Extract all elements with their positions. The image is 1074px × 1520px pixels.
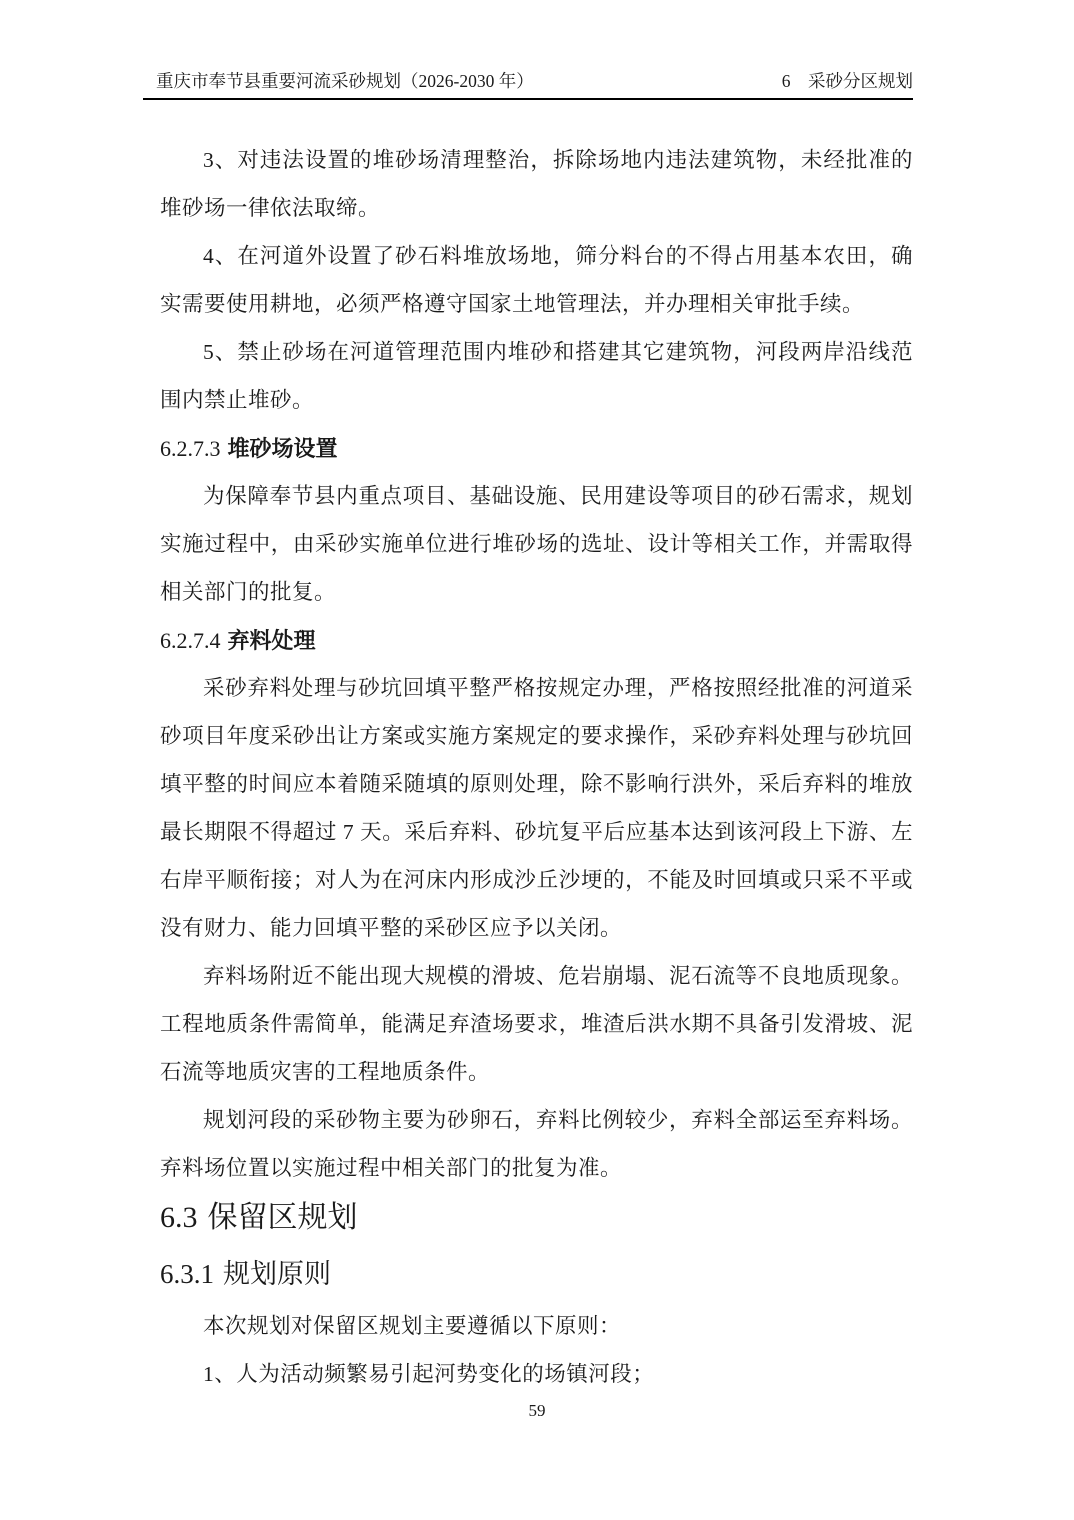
body-paragraph-6: 弃料场附近不能出现大规模的滑坡、危岩崩塌、泥石流等不良地质现象。工程地质条件需简单，能满足弃渣场要求，堆渣后洪水期不具备引发滑坡、泥石流等地质灾害的工程地质条件。 <box>160 964 913 1084</box>
header-section-title: 6 采砂分区规划 <box>781 71 913 91</box>
heading-6-3-1 <box>160 1256 913 1292</box>
document-body <box>160 136 913 1398</box>
page-header <box>143 0 913 100</box>
heading-number: 6.2.7.3 <box>160 436 221 461</box>
body-paragraph-2: 4、在河道外设置了砂石料堆放场地，筛分料台的不得占用基本农田，确实需要使用耕地，必须严格遵守国家土地管理法，并办理相关审批手续。 <box>160 244 913 316</box>
heading-title: 保留区规划 <box>207 1201 358 1234</box>
heading-title: 堆砂场设置 <box>227 436 338 461</box>
body-paragraph-5: 采砂弃料处理与砂坑回填平整严格按规定办理，严格按照经批准的河道采砂项目年度采砂出让方案或实施方案规定的要求操作，采砂弃料处理与砂坑回填平整的时间应本着随采随填的原则处理，除不影响行洪外，采后弃料的堆放最长期限不得超过 7 天。采后弃料、砂坑复平后应基本达到该河段上下游、左右岸平顺衔接；对人为在河床内形成沙丘沙埂的，不能及时回填或只采不平或没有财力、能力回填平整的采砂区应予以关闭。 <box>160 676 913 940</box>
body-paragraph-8: 本次规划对保留区规划主要遵循以下原则： <box>203 1314 622 1338</box>
heading-title: 规划原则 <box>223 1259 331 1289</box>
heading-number: 6.3.1 <box>160 1259 214 1289</box>
heading-title: 弃料处理 <box>227 628 316 653</box>
body-paragraph-7: 规划河段的采砂物主要为砂卵石，弃料比例较少，弃料全部运至弃料场。弃料场位置以实施过程中相关部门的批复为准。 <box>160 1108 913 1180</box>
body-paragraph-4: 为保障奉节县内重点项目、基础设施、民用建设等项目的砂石需求，规划实施过程中，由采砂实施单位进行堆砂场的选址、设计等相关工作，并需取得相关部门的批复。 <box>160 484 913 604</box>
heading-6-2-7-3 <box>160 432 913 466</box>
page-footer <box>0 1398 1074 1424</box>
heading-number: 6.2.7.4 <box>160 628 221 653</box>
heading-6-2-7-4 <box>160 624 913 658</box>
body-paragraph-9: 1、人为活动频繁易引起河势变化的场镇河段； <box>203 1362 655 1386</box>
body-paragraph-3: 5、禁止砂场在河道管理范围内堆砂和搭建其它建筑物，河段两岸沿线范围内禁止堆砂。 <box>160 340 913 412</box>
body-paragraph-1: 3、对违法设置的堆砂场清理整治，拆除场地内违法建筑物，未经批准的堆砂场一律依法取缔。 <box>160 148 913 220</box>
page-number: 59 <box>528 1401 546 1420</box>
heading-6-3 <box>160 1198 913 1238</box>
heading-number: 6.3 <box>160 1201 198 1234</box>
header-doc-title: 重庆市奉节县重要河流采砂规划（2026-2030 年） <box>156 71 534 91</box>
